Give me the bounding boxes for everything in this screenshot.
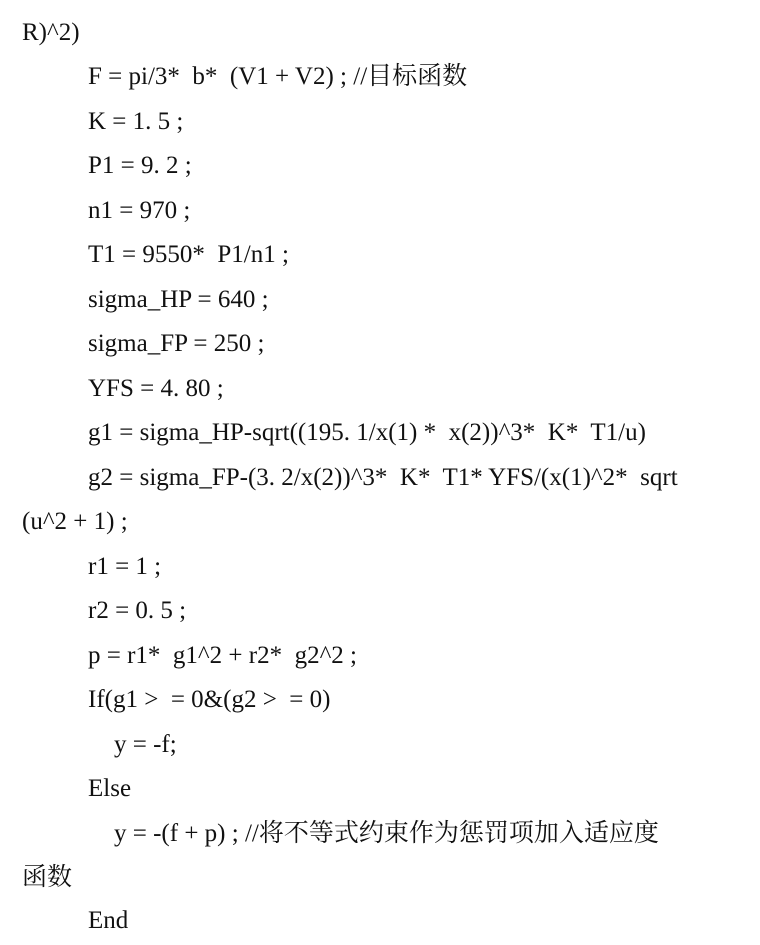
code-line-2: F = pi/3* b* (V1 + V2) ; //目标函数 bbox=[88, 63, 468, 90]
code-line-1: R)^2) bbox=[22, 19, 80, 46]
code-line-5: n1 = 970 ; bbox=[88, 197, 191, 224]
code-line-8: sigma_FP = 250 ; bbox=[88, 330, 265, 357]
code-line-21: End bbox=[88, 907, 129, 934]
code-line-10: g1 = sigma_HP-sqrt((195. 1/x(1) * x(2))^3* K* T1/u) bbox=[88, 419, 646, 446]
code-line-15: p = r1* g1^2 + r2* g2^2 ; bbox=[88, 642, 358, 669]
code-line-11: g2 = sigma_FP-(3. 2/x(2))^3* K* T1* YFS/(x(1)^2* sqrt bbox=[88, 464, 678, 491]
code-line-19: y = -(f + p) ; //将不等式约束作为惩罚项加入适应度 bbox=[114, 820, 659, 847]
code-line-4: P1 = 9. 2 ; bbox=[88, 152, 192, 179]
code-line-17: y = -f; bbox=[114, 731, 177, 758]
code-line-3: K = 1. 5 ; bbox=[88, 108, 184, 135]
code-line-7: sigma_HP = 640 ; bbox=[88, 286, 269, 313]
code-line-6: T1 = 9550* P1/n1 ; bbox=[88, 241, 289, 268]
code-line-20: 函数 bbox=[22, 864, 73, 891]
code-line-13: r1 = 1 ; bbox=[88, 553, 162, 580]
code-line-14: r2 = 0. 5 ; bbox=[88, 597, 187, 624]
code-line-12: (u^2 + 1) ; bbox=[22, 508, 128, 535]
code-line-9: YFS = 4. 80 ; bbox=[88, 375, 224, 402]
code-line-16: If(g1 > = 0&(g2 > = 0) bbox=[88, 686, 331, 713]
code-line-18: Else bbox=[88, 775, 132, 802]
